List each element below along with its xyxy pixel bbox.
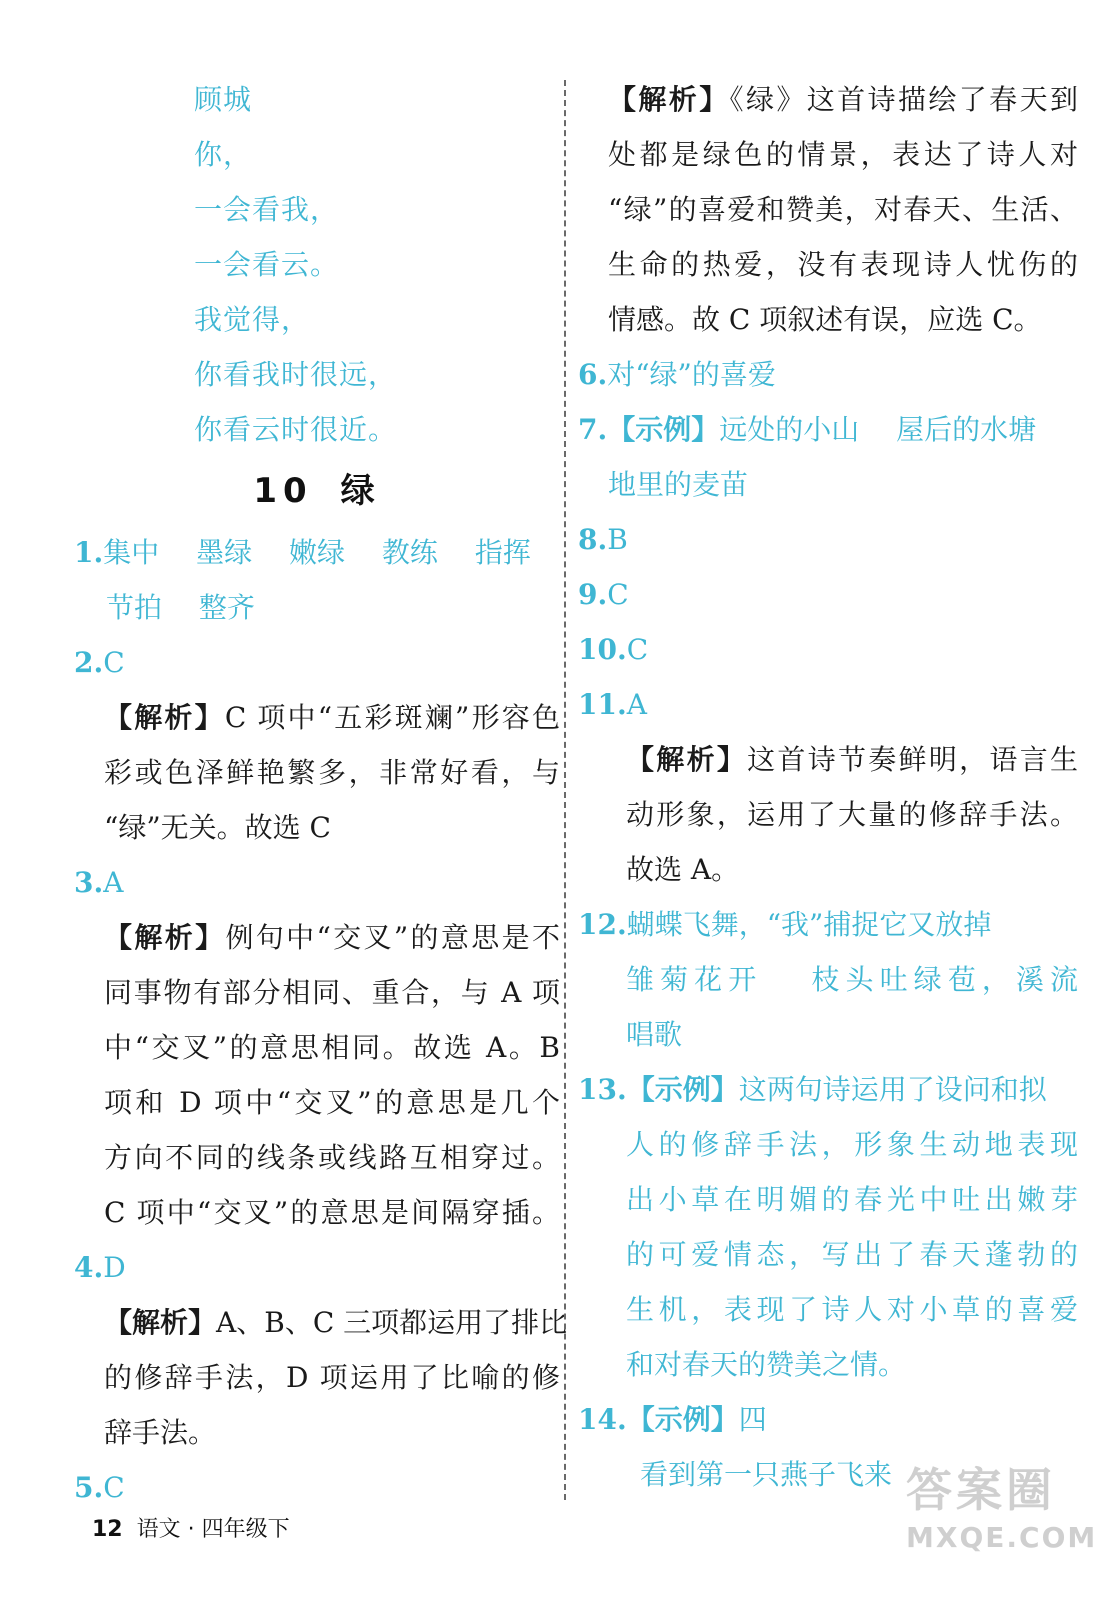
q5-analysis: “绿”的喜爱和赞美，对春天、生活、 — [608, 193, 1078, 226]
q13-answer: 生机，表现了诗人对小草的喜爱 — [626, 1293, 1078, 1326]
q3-analysis: 项和 D 项中“交叉”的意思是几个 — [104, 1086, 560, 1119]
page-footer — [92, 1512, 290, 1543]
q2-analysis: “绿”无关。故选 C — [104, 811, 331, 844]
q12-answer: 12.蝴蝶飞舞，“我”捕捉它又放掉 — [578, 908, 992, 941]
q4-analysis: 辞手法。 — [104, 1416, 217, 1449]
q4-answer: 4.D — [74, 1251, 126, 1284]
lesson-heading — [74, 457, 560, 525]
poem-line: 一会看我， — [194, 193, 340, 226]
q3-analysis: 中“交叉”的意思相同。故选 A。B — [104, 1031, 560, 1064]
column-divider — [564, 80, 566, 1500]
q2-answer: 2.C — [74, 646, 125, 679]
watermark-logo — [906, 1462, 1098, 1582]
right-column — [578, 72, 1078, 1502]
q2-analysis: 【解析】C 项中“五彩斑斓”形容色 — [104, 701, 560, 734]
q13-answer: 13.【示例】这两句诗运用了设问和拟 — [578, 1073, 1047, 1106]
q6-answer: 6.对“绿”的喜爱 — [578, 358, 776, 391]
q3-answer: 3.A — [74, 866, 124, 899]
poem-line: 你看云时很近。 — [194, 413, 398, 446]
q7-answer: 地里的麦苗 — [608, 468, 749, 501]
lesson-title: 绿 — [340, 471, 381, 511]
q10-answer: 10.C — [578, 633, 649, 666]
q11-analysis: 故选 A。 — [626, 853, 740, 886]
q4-analysis: 的修辞手法，D 项运用了比喻的修 — [104, 1361, 560, 1394]
poem-line: 我觉得， — [194, 303, 311, 336]
q5-analysis: 生命的热爱，没有表现诗人忧伤的 — [608, 248, 1078, 281]
q8-answer: 8.B — [578, 523, 628, 556]
lesson-number: 10 — [253, 471, 313, 511]
q11-answer: 11.A — [578, 688, 647, 721]
q3-analysis: 同事物有部分相同、重合，与 A 项 — [104, 976, 560, 1009]
poem-line: 一会看云。 — [194, 248, 340, 281]
q13-answer: 出小草在明媚的春光中吐出嫩芽 — [626, 1183, 1078, 1216]
q5-analysis: 情感。故 C 项叙述有误，应选 C。 — [608, 303, 1042, 336]
q13-answer: 的可爱情态，写出了春天蓬勃的 — [626, 1238, 1078, 1271]
q3-analysis: 【解析】例句中“交叉”的意思是不 — [104, 921, 560, 954]
q1-line1: 1.集中 墨绿 嫩绿 教练 指挥 — [74, 536, 531, 569]
q9-answer: 9.C — [578, 578, 629, 611]
poem-line: 顾城 — [194, 83, 253, 116]
q5-analysis: 处都是绿色的情景，表达了诗人对 — [608, 138, 1078, 171]
q7-answer: 7.【示例】远处的小山 屋后的水塘 — [578, 413, 1037, 446]
q12-answer: 雏菊花开 枝头吐绿苞，溪流 — [626, 963, 1078, 996]
q5-analysis: 【解析】《绿》这首诗描绘了春天到 — [608, 83, 1078, 116]
q14-answer: 看到第一只燕子飞来 — [640, 1458, 893, 1491]
watermark-url: MXQE.COM — [906, 1521, 1098, 1554]
q1-line2: 节拍 整齐 — [106, 591, 255, 624]
q13-answer: 人的修辞手法，形象生动地表现 — [626, 1128, 1078, 1161]
q13-answer: 和对春天的赞美之情。 — [626, 1348, 907, 1381]
q4-analysis: 【解析】A、B、C 三项都运用了排比 — [104, 1306, 568, 1339]
page-number: 12 — [92, 1517, 123, 1542]
q3-analysis: 方向不同的线条或线路互相穿过。 — [104, 1141, 560, 1174]
q12-answer: 唱歌 — [626, 1018, 683, 1051]
footer-text: 语文 · 四年级下 — [136, 1517, 290, 1542]
q11-analysis: 动形象，运用了大量的修辞手法。 — [626, 798, 1078, 831]
q3-analysis: C 项中“交叉”的意思是间隔穿插。 — [104, 1196, 560, 1229]
watermark-text: 答案圈 — [906, 1463, 1056, 1517]
q11-analysis: 【解析】这首诗节奏鲜明，语言生 — [626, 743, 1078, 776]
poem-line: 你看我时很远， — [194, 358, 398, 391]
q14-answer: 14.【示例】四 — [578, 1403, 767, 1436]
poem-line: 你， — [194, 138, 253, 171]
left-column — [74, 72, 568, 1515]
q5-answer: 5.C — [74, 1471, 125, 1504]
q2-analysis: 彩或色泽鲜艳繁多，非常好看，与 — [104, 756, 560, 789]
